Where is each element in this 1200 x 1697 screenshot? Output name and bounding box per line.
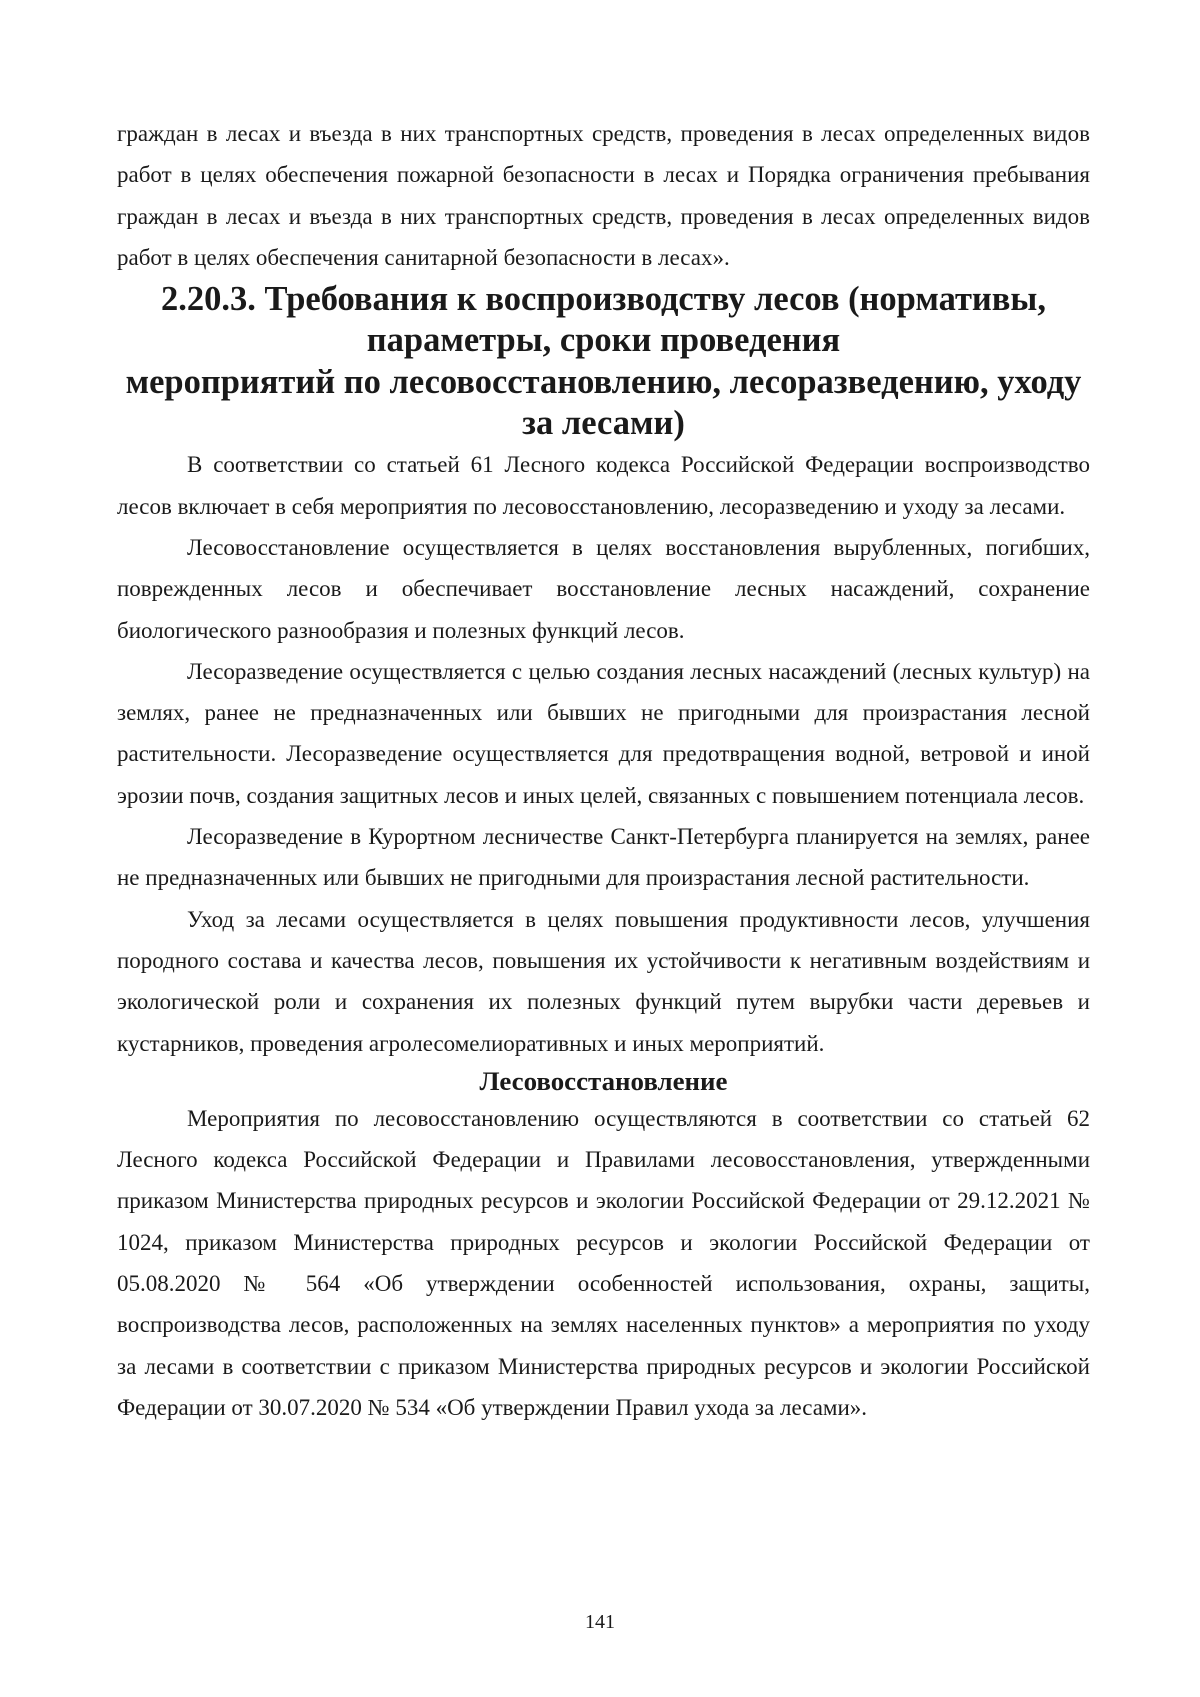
continuation-paragraph: граждан в лесах и въезда в них транспортных средств, проведения в лесах определенных видов работ в целях обеспечения пожарной безопасности в лесах и Порядка ограничения пребывания граждан в лесах и въезда в них транспортных средств, проведения в лесах определенных видов работ в целях обеспечения санитарной безопасности в лесах». [117,121,1090,270]
subsection-heading: Лесовосстановление [479,1065,728,1096]
section-heading-line-1: 2.20.3. Требования к воспроизводству лесов (нормативы, параметры, сроки проведения [161,280,1046,360]
section-heading [117,278,1090,444]
section-heading-line-2: мероприятий по лесовосстановлению, лесоразведению, уходу за лесами) [125,362,1082,443]
paragraph-reproduction: В соответствии со статьей 61 Лесного кодекса Российской Федерации воспроизводство лесов включает в себя мероприятия по лесовосстановлению, лесоразведению и уходу за лесами. [117,452,1090,519]
paragraph-afforestation-kurortny: Лесоразведение в Курортном лесничестве Санкт-Петербурга планируется на землях, ранее не предназначенных или бывших не пригодными для произрастания лесной растительности. [117,824,1090,891]
paragraph-afforestation: Лесоразведение осуществляется с целью создания лесных насаждений (лесных культур) на землях, ранее не предназначенных или бывших не пригодными для произрастания лесной растительности. Лесоразведение осуществляется для предотвращения водной, ветровой и иной эрозии почв, создания защитных лесов и иных целей, связанных с повышением потенциала лесов. [117,658,1090,808]
page-number: 141 [585,1611,615,1633]
paragraph-forest-care: Уход за лесами осуществляется в целях повышения продуктивности лесов, улучшения породного состава и качества лесов, повышения их устойчивости к негативным воздействиям и экологической роли и сохранения их полезных функций путем вырубки части деревьев и кустарников, проведения агролесомелиоративных и иных мероприятий. [117,906,1090,1056]
document-body [117,113,1090,1428]
paragraph-reforestation: Лесовосстановление осуществляется в целях восстановления вырубленных, погибших, поврежденных лесов и обеспечивает восстановление лесных насаждений, сохранение биологического разнообразия и полезных функций лесов. [117,534,1090,643]
paragraph-reforestation-regulations: Мероприятия по лесовосстановлению осуществляются в соответствии со статьей 62 Лесного кодекса Российской Федерации и Правилами лесовосстановления, утвержденными приказом Министерства природных ресурсов и экологии Российской Федерации от 29.12.2021 № 1024, приказом Министерства природных ресурсов и экологии Российской Федерации от 05.08.2020 № 564 «Об утверждении особенностей использования, охраны, защиты, воспроизводства лесов, расположенных на землях населенных пунктов» а мероприятия по уходу за лесами в соответствии с приказом Министерства природных ресурсов и экологии Российской Федерации от 30.07.2020 № 534 «Об утверждении Правил ухода за лесами». [117,1105,1090,1420]
